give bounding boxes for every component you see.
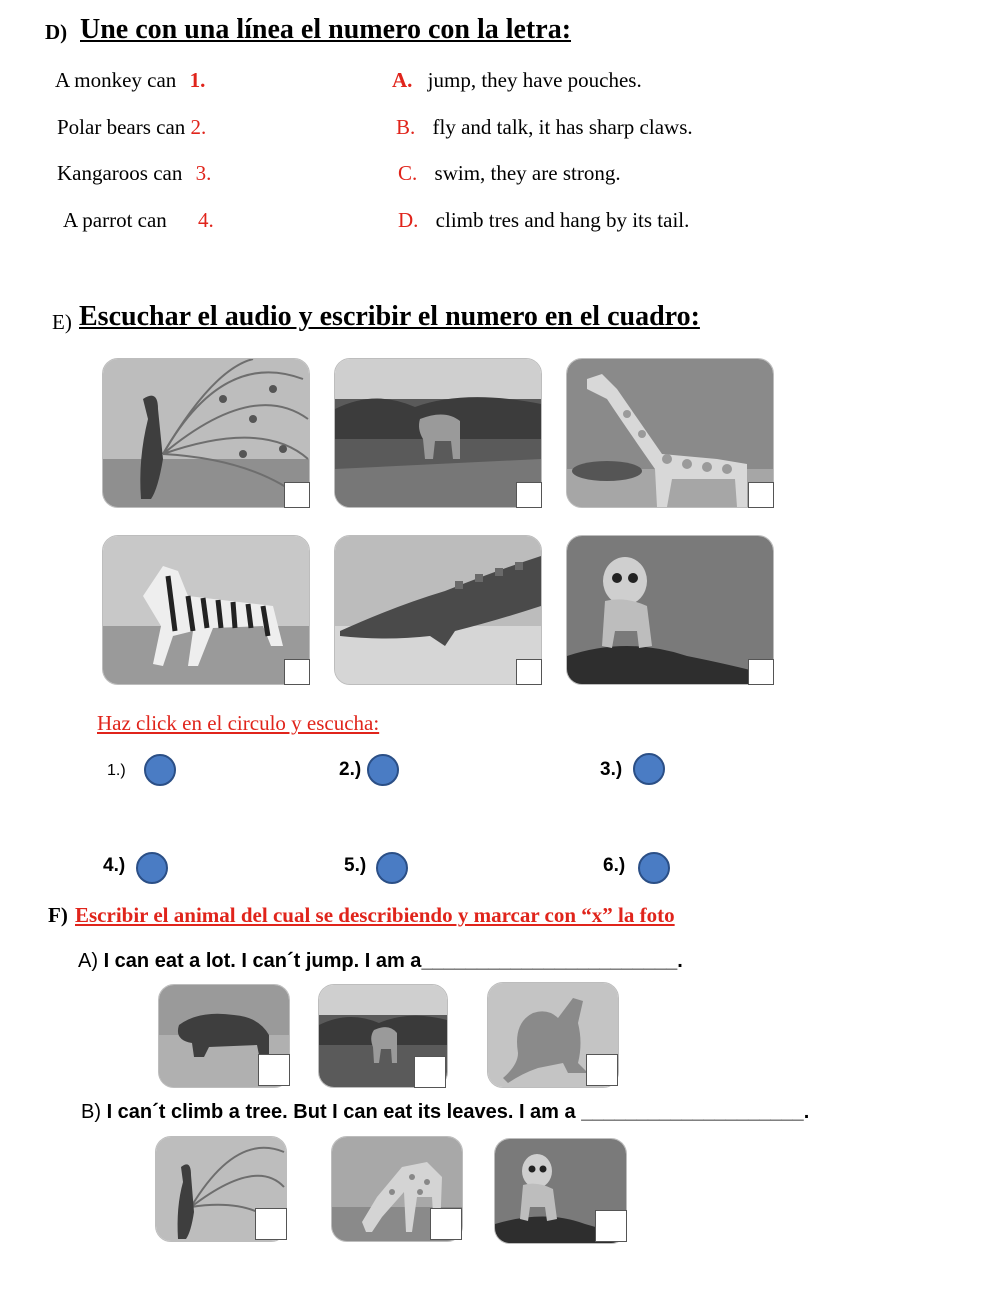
match-left-number: 2. <box>190 115 207 139</box>
section-f-title: Escribir el animal del cual se describiendo y marcar con “x” la foto <box>75 903 675 927</box>
audio-play-button-5[interactable] <box>376 852 408 884</box>
question-a-prefix: A) <box>78 950 98 972</box>
peacock-photo <box>102 358 310 508</box>
match-right-letter: A. <box>392 68 413 92</box>
question-b-text: I can´t climb a tree. But I can eat its leaves. I am a <box>106 1101 576 1123</box>
crocodile-photo <box>334 535 542 685</box>
question-b-prefix: B) <box>81 1101 101 1123</box>
giraffe-photo <box>566 358 774 508</box>
match-right-letter: B. <box>396 115 416 139</box>
match-left-number: 3. <box>195 161 212 185</box>
audio-play-button-6[interactable] <box>638 852 670 884</box>
match-left-text: Kangaroos can <box>57 161 183 185</box>
question-a-end: . <box>677 950 683 972</box>
match-left-2 <box>57 115 206 140</box>
audio-label-5: 5.) <box>344 855 367 876</box>
match-left-4 <box>63 208 214 233</box>
section-d-letter: D) <box>45 20 68 44</box>
audio-play-button-2[interactable] <box>367 754 399 786</box>
question-b <box>81 1101 809 1124</box>
answer-box[interactable] <box>516 482 542 508</box>
answer-box[interactable] <box>430 1208 462 1240</box>
match-left-text: Polar bears can <box>57 115 186 139</box>
section-e-title: Escuchar el audio y escribir el numero en el cuadro: <box>79 301 700 332</box>
answer-box[interactable] <box>748 482 774 508</box>
audio-label-2: 2.) <box>339 759 362 780</box>
audio-instruction: Haz click en el circulo y escucha: <box>97 711 380 735</box>
match-right-letter: C. <box>398 161 418 185</box>
match-right-c <box>398 161 621 186</box>
match-right-text: swim, they are strong. <box>434 161 621 185</box>
match-right-text: fly and talk, it has sharp claws. <box>432 115 693 139</box>
answer-box[interactable] <box>595 1210 627 1242</box>
match-left-3 <box>57 161 211 186</box>
answer-box[interactable] <box>516 659 542 685</box>
monkey-photo <box>566 535 774 685</box>
question-b-blank[interactable]: ____________________ <box>581 1101 804 1123</box>
audio-play-button-1[interactable] <box>144 754 176 786</box>
answer-box[interactable] <box>284 482 310 508</box>
match-left-text: A parrot can <box>63 208 167 232</box>
section-e-letter: E) <box>52 310 72 334</box>
match-right-letter: D. <box>398 208 419 232</box>
audio-label-1: 1.) <box>107 762 126 779</box>
question-a-blank[interactable]: _______________________ <box>421 950 678 972</box>
match-left-text: A monkey can <box>55 68 177 92</box>
section-f-letter: F) <box>48 903 68 927</box>
match-right-d <box>398 208 689 233</box>
answer-box[interactable] <box>284 659 310 685</box>
zebra-photo <box>102 535 310 685</box>
question-b-end: . <box>803 1101 810 1123</box>
match-left-number: 1. <box>189 68 206 92</box>
match-right-b <box>396 115 693 140</box>
audio-play-button-3[interactable] <box>633 753 665 785</box>
audio-label-6: 6.) <box>603 855 626 876</box>
answer-box[interactable] <box>255 1208 287 1240</box>
question-a-text: I can eat a lot. I can´t jump. I am a <box>103 950 422 972</box>
answer-box[interactable] <box>748 659 774 685</box>
question-a <box>78 950 683 973</box>
audio-label-4: 4.) <box>103 855 126 876</box>
match-right-text: climb tres and hang by its tail. <box>435 208 690 232</box>
match-left-number: 4. <box>198 208 214 232</box>
audio-label-3: 3.) <box>600 759 623 780</box>
match-right-text: jump, they have pouches. <box>427 68 642 92</box>
audio-play-button-4[interactable] <box>136 852 168 884</box>
elephant-photo <box>334 358 542 508</box>
answer-box[interactable] <box>586 1054 618 1086</box>
answer-box[interactable] <box>414 1056 446 1088</box>
answer-box[interactable] <box>258 1054 290 1086</box>
match-right-a <box>392 68 642 93</box>
match-left-1 <box>55 68 205 93</box>
section-d-title: Une con una línea el numero con la letra: <box>80 14 572 45</box>
